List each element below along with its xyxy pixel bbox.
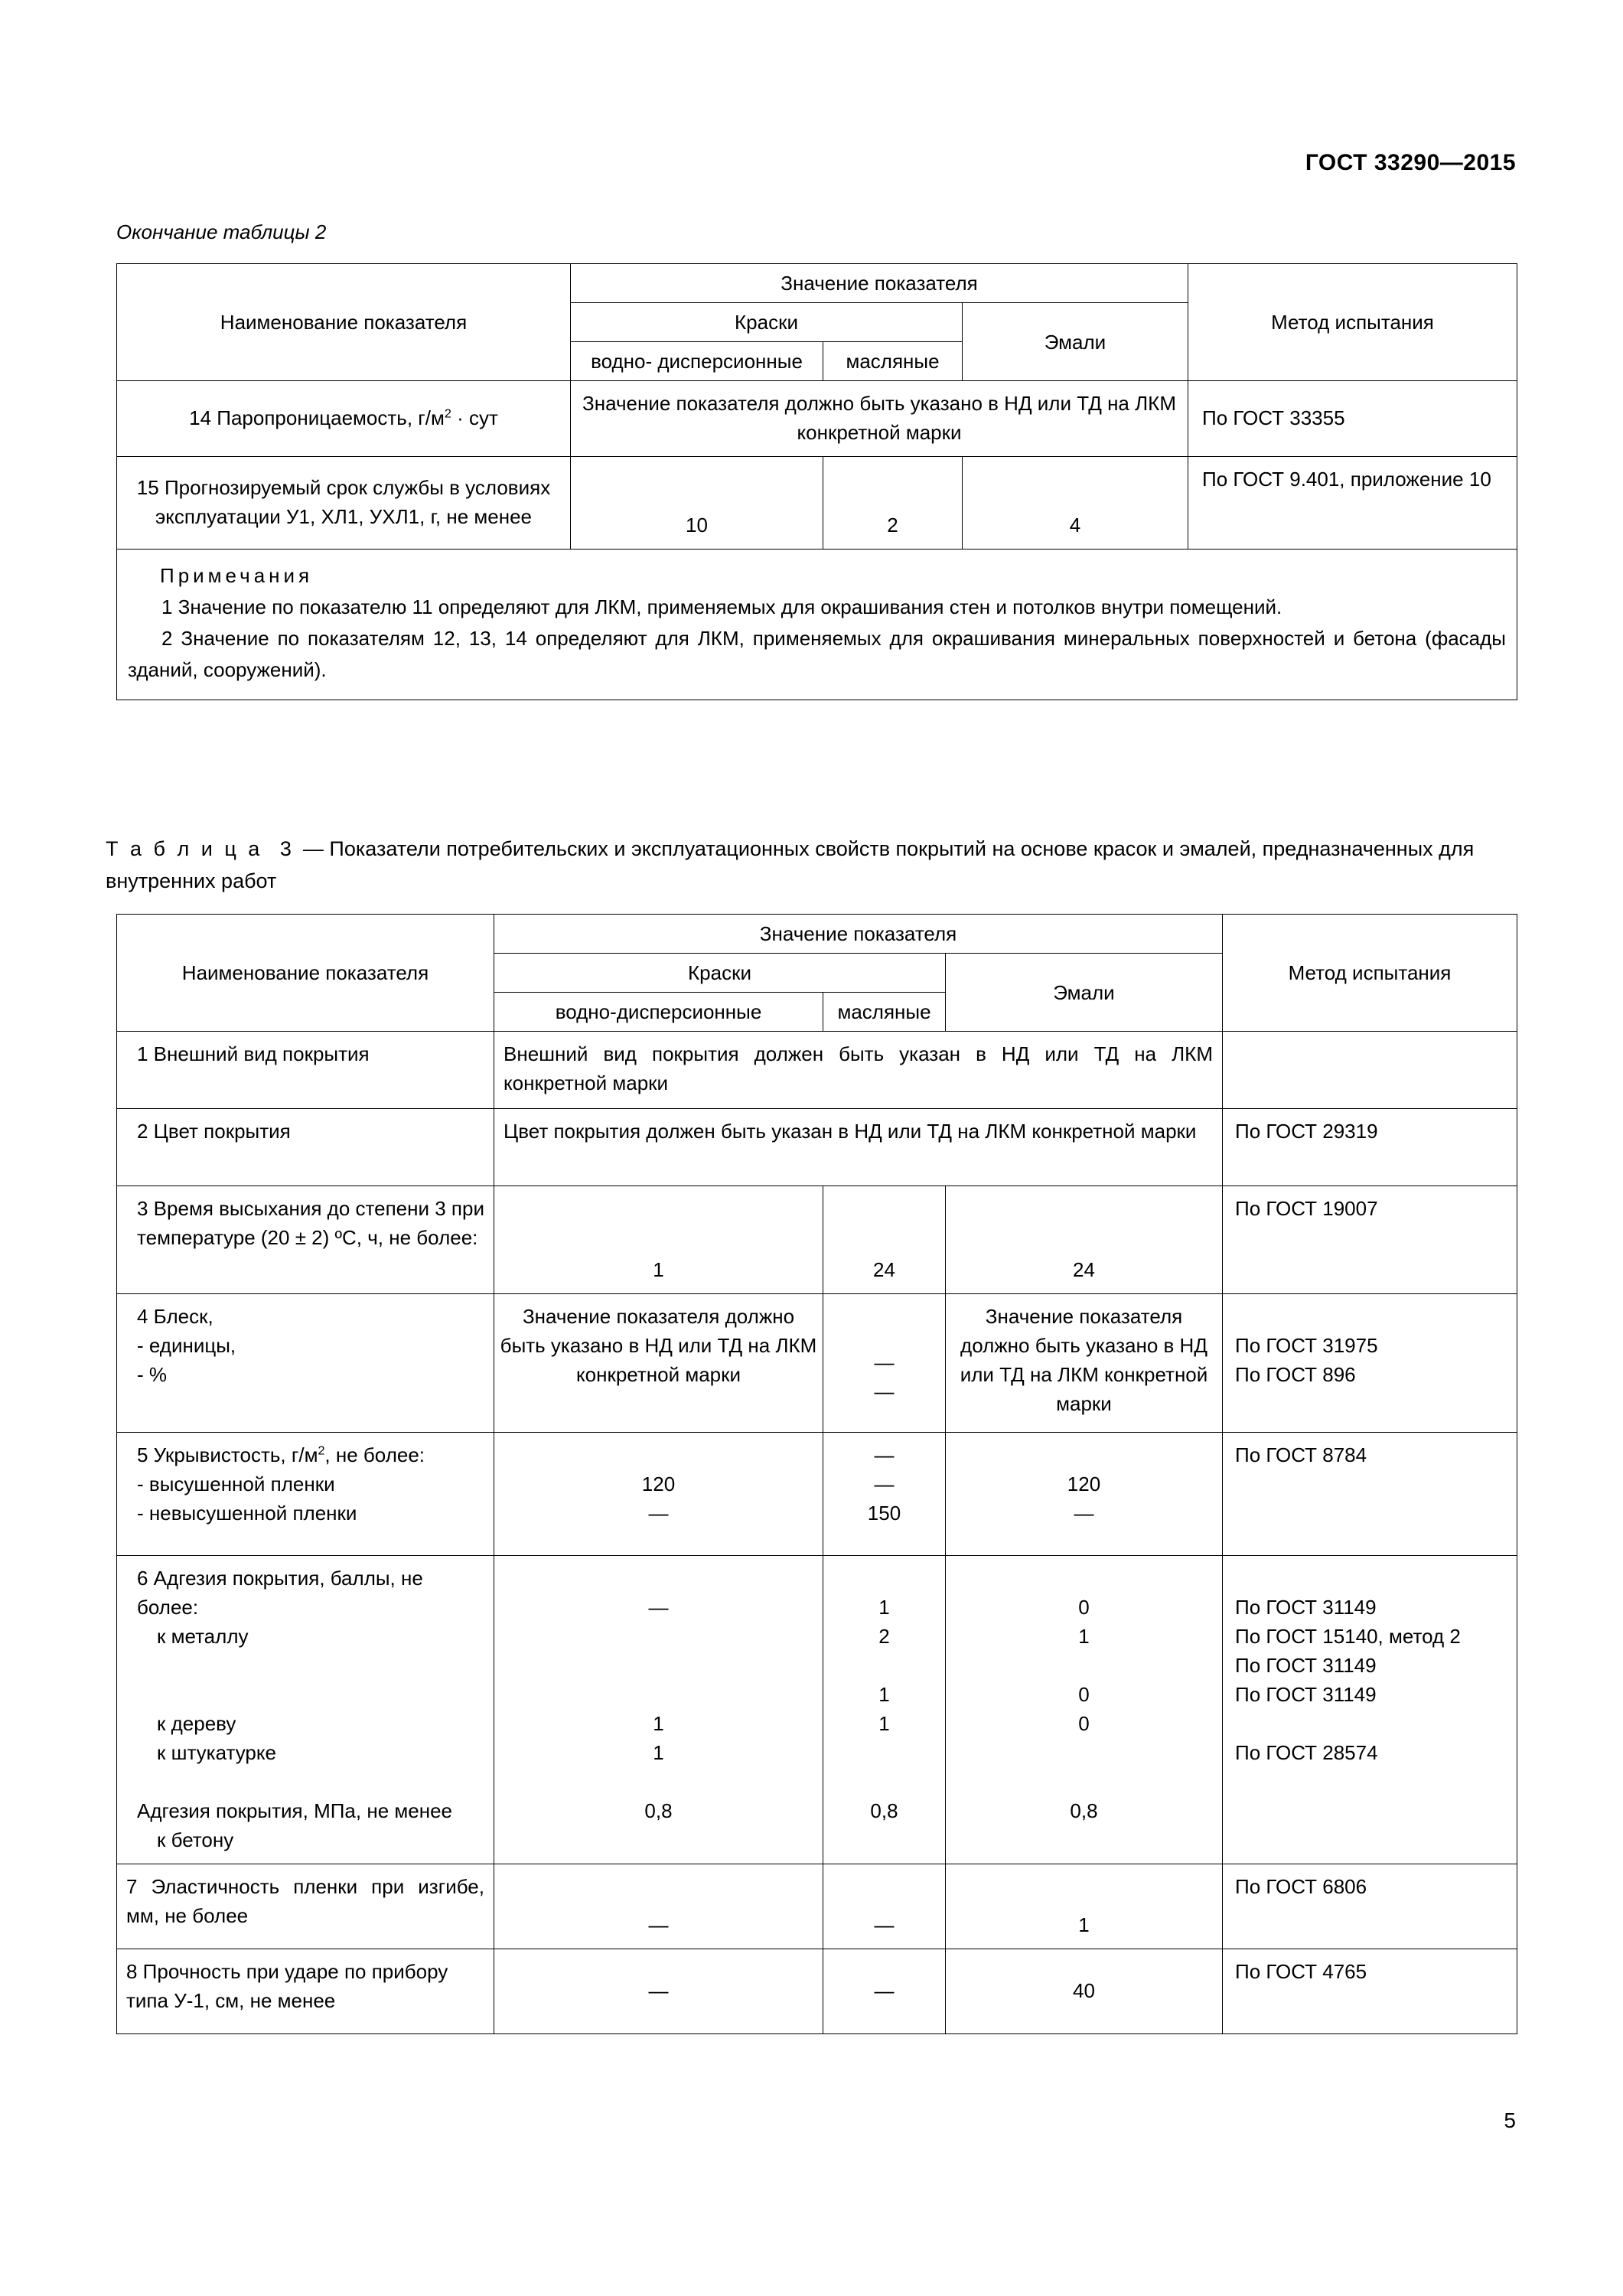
row5-oil-line: 150: [867, 1502, 901, 1525]
table2-col-method: Метод испытания: [1188, 264, 1517, 381]
row5-oil-line: —: [874, 1473, 895, 1495]
row6-name-line: к бетону: [157, 1828, 234, 1851]
table3-row2-value: Цвет покрытия должен быть указан в НД или ТД на ЛКМ конкретной марки: [494, 1109, 1223, 1186]
table3-col-enamels: Эмали: [946, 954, 1223, 1032]
table3-row3-name: 3 Время высыхания до степени 3 при температуре (20 ± 2) ºС, ч, не более:: [117, 1186, 494, 1294]
table3-col-oil: масляные: [823, 993, 946, 1032]
table3-row6-method: [1223, 1556, 1517, 1864]
table3-col-name: Наименование показателя: [117, 915, 494, 1032]
table3-caption-number: 3: [279, 837, 292, 860]
table3-row8-enamels: 40: [946, 1949, 1223, 2034]
table2-col-oil: масляные: [823, 342, 963, 381]
document-standard-header: ГОСТ 33290—2015: [1305, 150, 1516, 175]
row6-oil-line: 0,8: [870, 1799, 898, 1822]
row6-wd-line: —: [648, 1596, 669, 1619]
table2-row14-value: Значение показателя должно быть указано в НД или ТД на ЛКМ конкретной марки: [571, 381, 1188, 457]
notes-item: 1 Значение по показателю 11 определяют для ЛКМ, применяемых для окрашивания стен и потолков внутри помещений.: [161, 595, 1282, 618]
table3-col-paints-group: Краски: [494, 954, 946, 993]
table-row: [117, 1109, 1517, 1186]
row6-method-line: По ГОСТ 31149: [1235, 1683, 1377, 1706]
row6-name-line: к дереву: [157, 1712, 236, 1735]
table-row: [117, 1186, 1517, 1294]
table3-row6-enamels: [946, 1556, 1223, 1864]
table3-row6-water-dispersion: [494, 1556, 823, 1864]
table2-col-name: Наименование показателя: [117, 264, 571, 381]
table3-row3-water-dispersion: 1: [494, 1186, 823, 1294]
row4-method-line: По ГОСТ 896: [1235, 1363, 1356, 1386]
table3-row4-oil: [823, 1294, 946, 1433]
row6-enamels-line: 0: [1078, 1596, 1090, 1619]
row4-name-line: - единицы,: [137, 1334, 236, 1357]
row6-oil-line: 1: [878, 1712, 890, 1735]
row6-name-line: Адгезия покрытия, МПа, не менее: [137, 1799, 452, 1822]
table3-col-method: Метод испытания: [1223, 915, 1517, 1032]
table3-row2-name: 2 Цвет покрытия: [117, 1109, 494, 1186]
table3-row8-oil: —: [823, 1949, 946, 2034]
row4-name-line: - %: [137, 1363, 167, 1386]
row5-name-line: 5 Укрывистость, $г/м^2$, не более:: [137, 1443, 425, 1466]
row5-name-line: - высушенной пленки: [137, 1473, 335, 1495]
row6-oil-line: 1: [878, 1596, 890, 1619]
table2-row15-enamels: 4: [963, 457, 1188, 550]
table2-row15-method: По ГОСТ 9.401, приложение 10: [1188, 457, 1517, 550]
table2-row15-water-dispersion: 10: [571, 457, 823, 550]
table3-caption-text: — Показатели потребительских и эксплуатационных свойств покрытий на основе красок и эмалей, предназначенных для внутренних работ: [106, 837, 1475, 892]
table3-row5-name: [117, 1433, 494, 1556]
table3-row1-method: [1223, 1032, 1517, 1109]
table3-row6-name: [117, 1556, 494, 1864]
row6-enamels-line: 0: [1078, 1683, 1090, 1706]
table3-caption-label: Т а б л и ц а: [106, 837, 263, 860]
row6-enamels-line: 1: [1078, 1625, 1090, 1648]
row6-oil-line: 2: [878, 1625, 890, 1648]
table3-row7-oil: —: [823, 1864, 946, 1949]
table3-row3-method: По ГОСТ 19007: [1223, 1186, 1517, 1294]
row6-method-line: По ГОСТ 31149: [1235, 1596, 1377, 1619]
row5-wd-line: —: [648, 1502, 669, 1525]
table3-row1-name: 1 Внешний вид покрытия: [117, 1032, 494, 1109]
row6-wd-line: 0,8: [644, 1799, 673, 1822]
table2-header-row-1: [117, 264, 1517, 303]
row4-oil-line: —: [874, 1380, 895, 1403]
table3-col-water-dispersion: водно-дисперсионные: [494, 993, 823, 1032]
row6-method-line: По ГОСТ 31149: [1235, 1654, 1377, 1677]
table3-row7-method: По ГОСТ 6806: [1223, 1864, 1517, 1949]
row6-wd-line: 1: [653, 1741, 664, 1764]
table2-row14-method: По ГОСТ 33355: [1188, 381, 1517, 457]
page-number: 5: [1504, 2108, 1516, 2132]
row6-wd-line: 1: [653, 1712, 664, 1735]
row5-wd-line: 120: [641, 1473, 676, 1495]
table3-row2-method: По ГОСТ 29319: [1223, 1109, 1517, 1186]
table2-row15-name: 15 Прогнозируемый срок службы в условиях эксплуатации У1, ХЛ1, УХЛ1, г, не менее: [117, 457, 571, 550]
row6-enamels-line: 0,8: [1070, 1799, 1098, 1822]
row5-name-line: - невысушенной пленки: [137, 1502, 357, 1525]
table3-row7-enamels: 1: [946, 1864, 1223, 1949]
row5-enamels-line: 120: [1067, 1473, 1101, 1495]
table3-row8-method: По ГОСТ 4765: [1223, 1949, 1517, 2034]
table-row: [117, 1032, 1517, 1109]
row6-enamels-line: 0: [1078, 1712, 1090, 1735]
table3-row5-enamels: [946, 1433, 1223, 1556]
row5-enamels-line: —: [1074, 1502, 1094, 1525]
table3-header-row-1: [117, 915, 1517, 954]
table3-row3-enamels: 24: [946, 1186, 1223, 1294]
table-row: [117, 457, 1517, 550]
table3-row3-oil: 24: [823, 1186, 946, 1294]
notes-title: Примечания: [160, 564, 314, 587]
table3-row7-name: 7 Эластичность пленки при изгибе, мм, не более: [117, 1864, 494, 1949]
table2-col-value-group: Значение показателя: [571, 264, 1188, 303]
table2-row14-name: 14 Паропроницаемость, $г/м^2$ · сут: [117, 381, 571, 457]
table2-row15-oil: 2: [823, 457, 963, 550]
table3-row5-method: По ГОСТ 8784: [1223, 1433, 1517, 1556]
row6-method-line: По ГОСТ 15140, метод 2: [1235, 1625, 1461, 1648]
row6-oil-line: 1: [878, 1683, 890, 1706]
table3-row4-name: [117, 1294, 494, 1433]
table3-row4-method: [1223, 1294, 1517, 1433]
row4-oil-line: —: [874, 1351, 895, 1374]
table3-caption: [106, 833, 1521, 897]
row4-name-line: 4 Блеск,: [137, 1305, 213, 1328]
table3-col-value-group: Значение показателя: [494, 915, 1223, 954]
table-row: [117, 1556, 1517, 1864]
table-row: [117, 381, 1517, 457]
row6-method-line: По ГОСТ 28574: [1235, 1741, 1378, 1764]
notes-item: 2 Значение по показателям 12, 13, 14 определяют для ЛКМ, применяемых для окрашивания минеральных поверхностей и бетона (фасады зданий, сооружений).: [128, 627, 1506, 681]
table3-row7-water-dispersion: —: [494, 1864, 823, 1949]
table-row: [117, 1433, 1517, 1556]
table3-row5-water-dispersion: [494, 1433, 823, 1556]
table-row: [117, 1864, 1517, 1949]
row6-name-line: к штукатурке: [157, 1741, 276, 1764]
row4-method-line: По ГОСТ 31975: [1235, 1334, 1378, 1357]
table2-col-enamels: Эмали: [963, 303, 1188, 381]
table2-notes-row: [117, 550, 1517, 700]
table3-row4-water-dispersion: Значение показателя должно быть указано в НД или ТД на ЛКМ конкретной марки: [494, 1294, 823, 1433]
table-row: [117, 1949, 1517, 2034]
table3-row5-oil: [823, 1433, 946, 1556]
table2-caption: Окончание таблицы 2: [116, 220, 327, 243]
table2-notes-cell: [117, 550, 1517, 700]
table3-row4-enamels: Значение показателя должно быть указано в НД или ТД на ЛКМ конкретной марки: [946, 1294, 1223, 1433]
row6-name-line: к металлу: [157, 1625, 249, 1648]
row5-oil-line: —: [874, 1443, 895, 1466]
row4-oil-line: [833, 1319, 936, 1348]
table3-row8-name: 8 Прочность при ударе по прибору типа У-1, см, не менее: [117, 1949, 494, 2034]
table2-col-paints-group: Краски: [571, 303, 963, 342]
table-row: [117, 1294, 1517, 1433]
row6-name-line: 6 Адгезия покрытия, баллы, не более:: [137, 1567, 423, 1619]
table2-col-water-dispersion: водно- дисперсионные: [571, 342, 823, 381]
table-2: [116, 263, 1517, 700]
table-3: [116, 914, 1517, 2034]
table3-row8-water-dispersion: —: [494, 1949, 823, 2034]
table3-row1-value: Внешний вид покрытия должен быть указан в НД или ТД на ЛКМ конкретной марки: [494, 1032, 1223, 1109]
table3-row6-oil: [823, 1556, 946, 1864]
